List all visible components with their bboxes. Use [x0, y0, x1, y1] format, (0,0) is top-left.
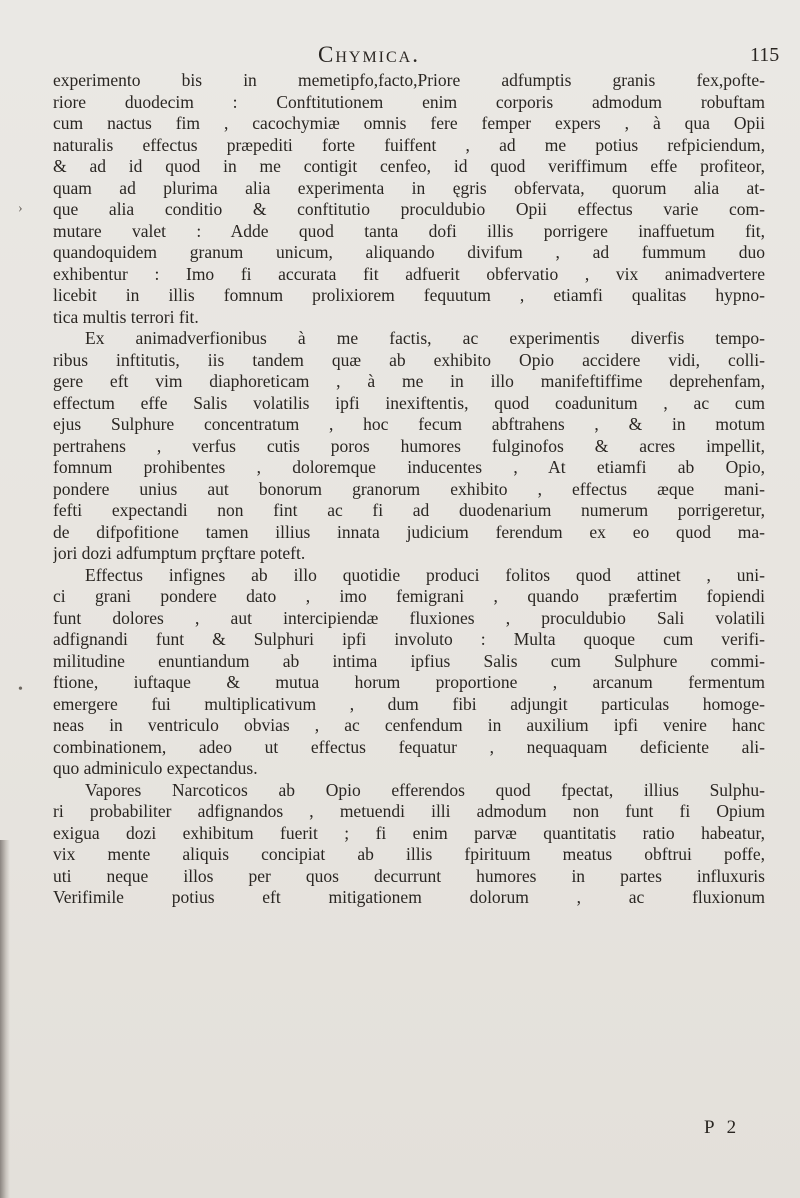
text-line: vix mente aliquis concipiat ab illis fpirituum meatus obftrui poffe, — [53, 844, 765, 864]
text-line: funt dolores , aut intercipiendæ fluxiones , proculdubio Sali volatili — [53, 607, 765, 628]
text-line: uti neque illos per quos decurrunt humores in partes influxuris — [53, 865, 765, 886]
running-head — [0, 42, 800, 72]
text-line: cum nactus fim , cacochymiæ omnis fere femper expers , à qua Opii — [53, 113, 765, 133]
text-line: riore duodecim : Conftitutionem enim corporis admodum robuftam — [53, 91, 765, 112]
text-line: pondere unius aut bonorum granorum exhibito , effectus æque mani- — [53, 478, 765, 499]
text-line: Vapores Narcoticos ab Opio efferendos quod fpectat, illius Sulphu- — [85, 779, 765, 800]
text-line: emergere fui multiplicativum , dum fibi adjungit particulas homoge- — [53, 693, 765, 714]
text-line: fomnum prohibentes , doloremque inducentes , At etiamfi ab Opio, — [53, 457, 765, 477]
text-line: ci grani pondere dato , imo femigrani , quando præfertim fopiendi — [53, 586, 765, 606]
text-line: naturalis effectus præpediti forte fuiffent , ad me potius refpiciendum, — [53, 134, 765, 155]
text-line: Verifimile potius eft mitigationem dolorum , ac fluxionum — [53, 887, 765, 907]
binding-shadow — [0, 840, 10, 1198]
page-number: 115 — [750, 44, 780, 66]
margin-mark: › — [18, 201, 23, 216]
text-line: jori dozi adfumptum prçftare poteft. — [53, 543, 306, 563]
text-line: Ex animadverfionibus à me factis, ac experimentis diverfis tempo- — [85, 328, 765, 348]
text-line: que alia conditio & conftitutio proculdubio Opii effectus varie com- — [53, 199, 765, 219]
signature-mark: P 2 — [704, 1117, 741, 1138]
text-line: quandoquidem granum unicum, aliquando divifum , ad fummum duo — [53, 242, 765, 262]
body-text — [53, 70, 765, 909]
text-line: quo adminiculo expectandus. — [53, 758, 258, 778]
text-line: effectum effe Salis volatilis ipfi inexiftentis, quod coadunitum , ac cum — [53, 392, 765, 413]
text-line: pertrahens , verfus cutis poros humores fulginofos & acres impellit, — [53, 435, 765, 456]
text-line: ribus inftitutis, iis tandem quæ ab exhibito Opio accidere vidi, colli- — [53, 349, 765, 370]
text-line: fefti expectandi non fint ac fi ad duodenarium numerum porrigeretur, — [53, 500, 765, 520]
text-line: adfignandi funt & Sulphuri ipfi involuto : Multa quoque cum verifi- — [53, 629, 765, 649]
text-line: mutare valet : Adde quod tanta dofi illis porrigere inaffuetum fit, — [53, 220, 765, 241]
margin-mark: • — [18, 682, 23, 697]
text-line: ejus Sulphure concentratum , hoc fecum abftrahens , & in motum — [53, 414, 765, 434]
text-line: tica multis terrori fit. — [53, 306, 199, 327]
text-line: combinationem, adeo ut effectus fequatur , nequaquam deficiente ali- — [53, 736, 765, 757]
text-line: gere eft vim diaphoreticam , à me in illo manifeftiffime deprehenfam, — [53, 371, 765, 391]
text-line: neas in ventriculo obvias , ac cenfendum in auxilium ipfi venire hanc — [53, 715, 765, 735]
text-line: de difpofitione tamen illius innata judicium ferendum ex eo quod ma- — [53, 521, 765, 542]
text-line: quam ad plurima alia experimenta in ęgris obfervata, quorum alia at- — [53, 177, 765, 198]
text-line: Effectus infignes ab illo quotidie produci folitos quod attinet , uni- — [85, 564, 765, 585]
text-line: ftione, iuftaque & mutua horum proportione , arcanum fermentum — [53, 672, 765, 692]
text-line: exhibentur : Imo fi accurata fit adfuerit obfervatio , vix animadvertere — [53, 263, 765, 284]
text-line: exigua dozi exhibitum fuerit ; fi enim parvæ quantitatis ratio habeatur, — [53, 822, 765, 843]
text-line: ri probabiliter adfignandos , metuendi illi admodum non funt fi Opium — [53, 801, 765, 821]
running-title: Chymica. — [318, 42, 420, 67]
text-line: experimento bis in memetipfo,facto,Priore adfumptis granis fex,pofte- — [53, 70, 765, 90]
text-line: licebit in illis fomnum prolixiorem fequutum , etiamfi qualitas hypno- — [53, 285, 765, 305]
text-line: militudine enuntiandum ab intima ipfius Salis cum Sulphure commi- — [53, 650, 765, 671]
text-line: & ad id quod in me contigit cenfeo, id quod veriffimum effe profiteor, — [53, 156, 765, 176]
